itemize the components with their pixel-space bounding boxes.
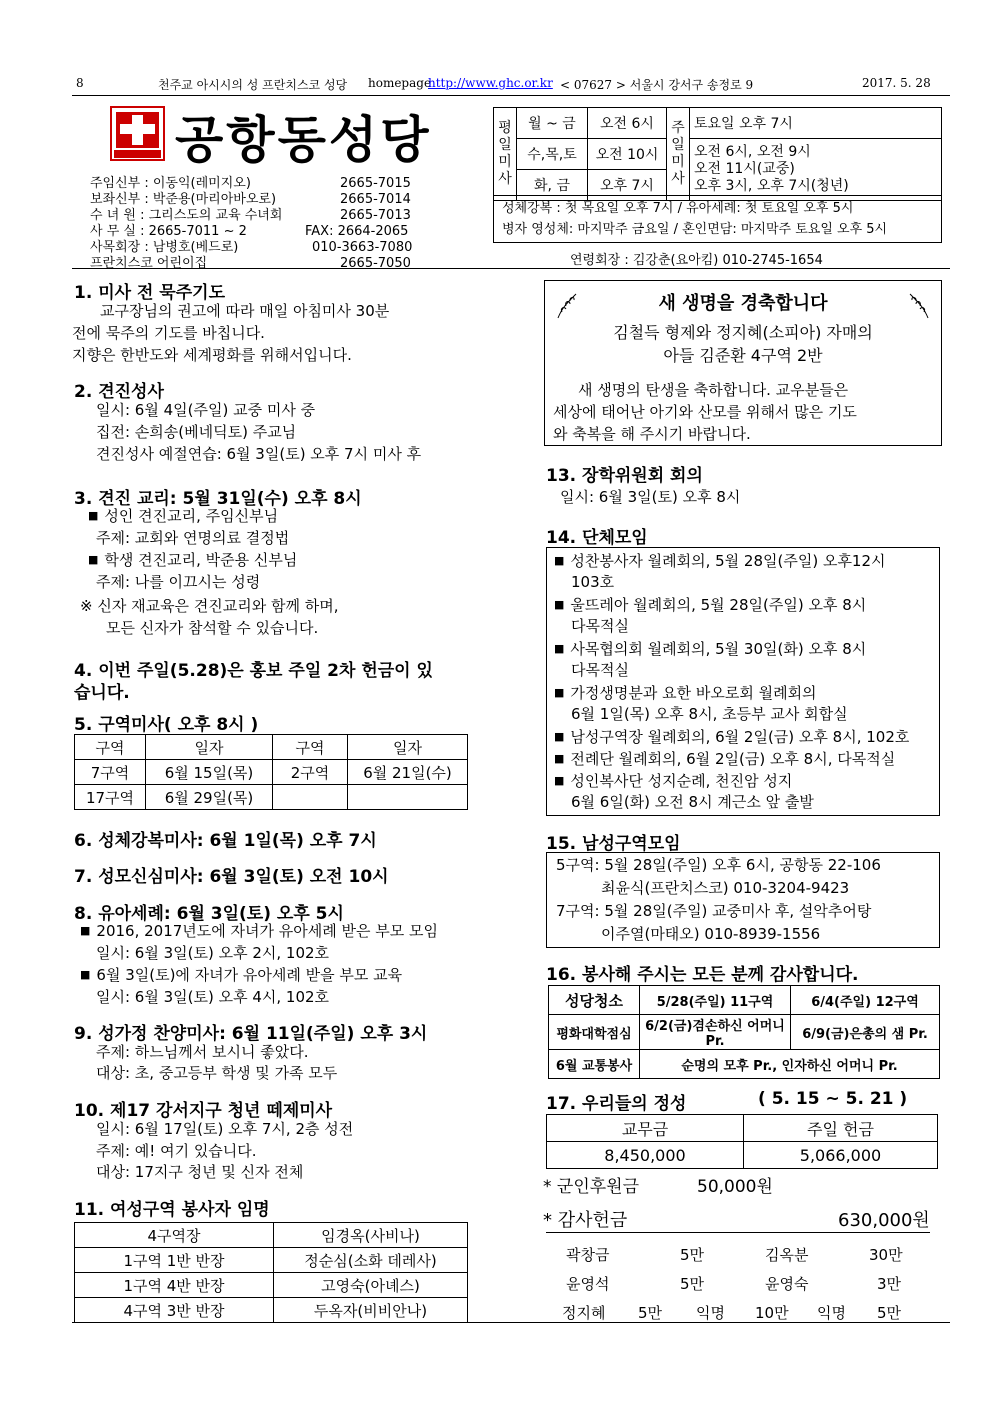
table-row <box>549 1050 940 1079</box>
bottom-rule <box>72 1322 950 1323</box>
section-text: 6월 6일(화) 오전 8시 계근소 앞 출발 <box>571 793 814 811</box>
donor-row <box>0 1273 992 1297</box>
section-text: 주제: 교회와 연명의료 결정법 <box>96 529 290 547</box>
page-number: 8 <box>76 76 84 90</box>
birth-text: 아들 김준환 4구역 2반 <box>663 346 823 365</box>
homepage-link[interactable]: http://www.ghc.or.kr <box>428 76 553 90</box>
sunday-mass-times <box>690 139 942 201</box>
table-cell: 평화대학점심 <box>549 1015 640 1050</box>
section-text: 일시: 6월 3일(토) 오후 8시 <box>560 488 741 506</box>
section-text: 집전: 손희송(베네딕토) 주교님 <box>96 423 297 441</box>
thanks-offering-value: 630,000원 <box>838 1210 930 1231</box>
section-text: 5구역: 5월 28일(주일) 오후 6시, 공항동 22-106 <box>556 856 881 874</box>
table-cell: 6/2(금)겸손하신 어머니 Pr. <box>640 1015 791 1050</box>
table-header: 구역 <box>75 735 146 760</box>
header-address: < 07627 > 서울시 강서구 송정로 9 <box>560 78 754 92</box>
section-text: 이주열(마태오) 010-8939-1556 <box>601 925 821 943</box>
military-donation-label: * 군인후원금 <box>543 1177 640 1197</box>
table-cell: 6/9(금)은총의 샘 Pr. <box>791 1015 940 1050</box>
donor-amount: 5만 <box>877 1304 902 1322</box>
section-text: 최윤식(프란치스코) 010-3204-9423 <box>601 879 850 897</box>
table-cell: 정순심(소화 데레사) <box>274 1248 468 1273</box>
bullet-item: ■ 6월 3일(토)에 자녀가 유아세례 받을 부모 교육 <box>80 964 402 988</box>
thanks-offering-label: * 감사헌금 <box>543 1210 628 1231</box>
table-cell: 1구역 1반 반장 <box>75 1248 274 1273</box>
table-cell: 6월 15일(목) <box>146 760 273 785</box>
section-title: 습니다. <box>74 683 130 703</box>
staff-role: 사목회장 : 남병호(베드로) <box>90 240 239 255</box>
section-text: 일시: 6월 3일(토) 오후 2시, 102호 <box>96 944 330 962</box>
mass-time: 오후 7시 <box>588 170 667 201</box>
section-text: 주제: 나를 이끄시는 성령 <box>96 573 261 591</box>
donor-amount: 5만 <box>680 1246 705 1264</box>
bullet-item: ■ 가정생명분과 요한 바오로회 월례회의 <box>554 682 817 706</box>
table-cell: 고영숙(아녜스) <box>274 1273 468 1298</box>
bullet-item: ■ 울뜨레아 월례회의, 5월 28일(주일) 오후 8시 <box>554 594 866 618</box>
header-date: 2017. 5. 28 <box>862 76 931 90</box>
table-cell: 6/4(주일) 12구역 <box>791 986 940 1015</box>
bullet-item: ■ 성찬봉사자 월례회의, 5월 28일(주일) 오후12시 <box>554 550 886 574</box>
section-title: 13. 장학위원회 회의 <box>546 466 703 486</box>
birth-text: 세상에 태어난 아기와 산모를 위해서 많은 기도 <box>553 403 857 421</box>
section-title: 11. 여성구역 봉사자 임명 <box>74 1200 270 1220</box>
mass-time: 오전 10시 <box>588 139 667 170</box>
section-title: 14. 단체모임 <box>546 528 648 548</box>
table-row <box>547 1142 938 1169</box>
table-header: 구역 <box>273 735 348 760</box>
section-title: 2. 견진성사 <box>74 382 164 402</box>
table-cell: 8,450,000 <box>547 1142 744 1169</box>
section-text: 지향은 한반도와 세계평화를 위해서입니다. <box>72 346 352 364</box>
header-rule <box>72 95 950 96</box>
section-title: 9. 성가정 찬양미사: 6월 11일(주일) 오후 3시 <box>74 1024 428 1044</box>
mass-time: 오전 6시 <box>588 108 667 139</box>
staff-phone: 010-3663-7080 <box>312 240 413 255</box>
mass-day: 월 ~ 금 <box>517 108 588 139</box>
sunday-mass-time: 오후 3시, 오후 7시(청년) <box>694 178 849 194</box>
header-org: 천주교 아시시의 성 프란치스코 성당 <box>158 78 348 92</box>
notice-line: 성체강복 : 첫 목요일 오후 7시 / 유아세례: 첫 토요일 오후 5시 <box>502 201 854 216</box>
table-header: 교무금 <box>547 1115 744 1142</box>
section-title: 15. 남성구역모임 <box>546 834 681 854</box>
table-cell: 2구역 <box>273 760 348 785</box>
sunday-mass-label: 주일미사 <box>667 108 690 201</box>
donor-amount: 10만 <box>755 1304 789 1322</box>
table-cell: 두옥자(비비안나) <box>274 1298 468 1323</box>
weekday-mass-label: 평일미사 <box>494 108 517 201</box>
section-text: 7구역: 5월 28일(주일) 교중미사 후, 설악추어탕 <box>556 902 872 920</box>
staff-role: 수 녀 원 : 그리스도의 교육 수녀회 <box>90 208 283 223</box>
table-cell: 임경옥(사비나) <box>274 1223 468 1248</box>
donor-row <box>0 1244 992 1268</box>
donor-name: 윤영석 <box>566 1275 610 1293</box>
staff-phone: 2665-7050 <box>340 256 411 271</box>
table-cell: 성당청소 <box>549 986 640 1015</box>
notice-line: 병자 영성체: 마지막주 금요일 / 혼인면담: 마지막주 토요일 오후 5시 <box>502 222 888 237</box>
donor-amount: 5만 <box>638 1304 663 1322</box>
staff-phone: 2665-7015 <box>340 176 411 191</box>
section-text: 대상: 17지구 청년 및 신자 전체 <box>96 1163 304 1181</box>
bullet-item: ■ 남성구역장 월례회의, 6월 2일(금) 오후 8시, 102호 <box>554 726 909 750</box>
bullet-item: ■ 2016, 2017년도에 자녀가 유아세례 받은 부모 모임 <box>80 920 438 944</box>
offering-table <box>546 1114 938 1169</box>
section-text: 주제: 예! 여기 있습니다. <box>96 1142 257 1160</box>
birth-text: 김철득 형제와 정지혜(소피아) 자매의 <box>613 323 873 342</box>
donor-amount: 3만 <box>877 1275 902 1293</box>
donor-name: 윤영숙 <box>765 1275 809 1293</box>
table-cell: 1구역 4반 반장 <box>75 1273 274 1298</box>
section-text: 일시: 6월 4일(주일) 교중 미사 중 <box>96 401 316 419</box>
section-text: 6월 1일(목) 오후 8시, 초등부 교사 회합실 <box>571 705 848 723</box>
table-header: 주일 헌금 <box>744 1115 938 1142</box>
bullet-item: ■ 학생 견진교리, 박준용 신부님 <box>88 549 297 573</box>
section-text: 다목적실 <box>571 617 629 635</box>
staff-role: 주임신부 : 이동익(레미지오) <box>90 176 251 191</box>
section-title: 4. 이번 주일(5.28)은 홍보 주일 2차 헌금이 있 <box>74 661 433 681</box>
table-cell: 6월 29일(목) <box>146 785 273 810</box>
section-title: 3. 견진 교리: 5월 31일(수) 오후 8시 <box>74 489 362 509</box>
staff-phone: 2665-7013 <box>340 208 411 223</box>
table-cell <box>273 785 348 810</box>
bullet-item: ■ 사목협의회 월례회의, 5월 30일(화) 오후 8시 <box>554 638 866 662</box>
staff-phone: 2665-7014 <box>340 192 411 207</box>
sunday-mass-time: 오전 6시, 오전 9시 <box>694 144 811 160</box>
section-text: 주제: 하느님께서 보시니 좋았다. <box>96 1043 309 1061</box>
homepage-label: homepage <box>368 76 432 90</box>
section-text: 103호 <box>571 573 615 591</box>
section-text: 견진성사 예절연습: 6월 3일(토) 오후 7시 미사 후 <box>96 445 422 463</box>
section-title: 10. 제17 강서지구 청년 떼제미사 <box>74 1101 333 1121</box>
table-cell: 순명의 모후 Pr., 인자하신 어머니 Pr. <box>640 1050 940 1079</box>
parish-title: 공항동성당 <box>175 111 432 169</box>
table-row <box>549 986 940 1015</box>
sunday-mass-time: 오전 11시(교중) <box>694 161 795 177</box>
section-title: 16. 봉사해 주시는 모든 분께 감사합니다. <box>546 965 859 985</box>
mass-schedule-table <box>493 107 942 201</box>
donor-amount: 30만 <box>869 1246 903 1264</box>
section-text: 대상: 초, 중고등부 학생 및 가족 모두 <box>96 1064 338 1082</box>
section-text: 다목적실 <box>571 661 629 679</box>
staff-role: 사 무 실 : 2665-7011 ~ 2 <box>90 224 247 239</box>
yeonhap-contact: 연령회장 : 김강춘(요아킴) 010-2745-1654 <box>570 253 823 268</box>
section-text: 일시: 6월 3일(토) 오후 4시, 102호 <box>96 988 330 1006</box>
section-title: 5. 구역미사( 오후 8시 ) <box>74 715 259 735</box>
section-text: 교구장님의 권고에 따라 매일 아침미사 30분 <box>100 302 390 320</box>
top-rule <box>72 268 950 269</box>
staff-fax: FAX: 2664-2065 <box>305 224 409 239</box>
parish-logo-icon <box>110 106 165 161</box>
table-row <box>549 1015 940 1050</box>
table-cell: 4구역장 <box>75 1223 274 1248</box>
bullet-item: ■ 전례단 월례회의, 6월 2일(금) 오후 8시, 다목적실 <box>554 748 895 772</box>
district-mass-table <box>74 734 468 810</box>
birth-text: 새 생명의 탄생을 축하합니다. 교우분들은 <box>578 381 849 399</box>
section-title: 8. 유아세례: 6월 3일(토) 오후 5시 <box>74 904 344 924</box>
section-text: 모든 신자가 참석할 수 있습니다. <box>106 619 319 637</box>
military-donation-value: 50,000원 <box>697 1177 773 1197</box>
donor-name: 정지혜 <box>562 1304 606 1322</box>
table-cell: 7구역 <box>75 760 146 785</box>
donor-amount: 5만 <box>680 1275 705 1293</box>
sacrament-notice <box>493 195 942 243</box>
sunday-mass-time: 토요일 오후 7시 <box>690 108 942 139</box>
donor-name: 익명 <box>817 1304 846 1322</box>
table-cell: 4구역 3반 반장 <box>75 1298 274 1323</box>
section-title: 7. 성모신심미사: 6월 3일(토) 오전 10시 <box>74 867 389 887</box>
table-cell: 6월 21일(수) <box>348 760 468 785</box>
table-cell: 5/28(주일) 11구역 <box>640 986 791 1015</box>
donor-name: 익명 <box>696 1304 725 1322</box>
section-text: ※ 신자 재교육은 견진교리와 함께 하며, <box>80 597 339 615</box>
staff-role: 보좌신부 : 박준용(마리아바오로) <box>90 192 277 207</box>
mass-day: 수,목,토 <box>517 139 588 170</box>
bullet-item: ■ 성인 견진교리, 주임신부님 <box>88 505 278 529</box>
bullet-item: ■ 성인복사단 성지순례, 천진암 성지 <box>554 770 792 794</box>
donor-name: 곽창금 <box>566 1246 610 1264</box>
table-row <box>75 760 468 785</box>
table-row <box>75 785 468 810</box>
table-cell <box>348 785 468 810</box>
offering-rule <box>546 1232 930 1233</box>
section-title: 1. 미사 전 묵주기도 <box>74 283 225 303</box>
table-cell: 6월 교통봉사 <box>549 1050 640 1079</box>
mass-day: 화, 금 <box>517 170 588 201</box>
offering-period: ( 5. 15 ~ 5. 21 ) <box>758 1089 908 1109</box>
donor-name: 김옥분 <box>765 1246 809 1264</box>
staff-role: 프란치스코 어린이집 <box>90 256 208 271</box>
section-text: 전에 묵주의 기도를 바칩니다. <box>72 324 265 342</box>
birth-title: 새 생명을 경축합니다 <box>658 293 828 314</box>
table-cell: 5,066,000 <box>744 1142 938 1169</box>
table-header: 일자 <box>146 735 273 760</box>
section-text: 일시: 6월 17일(토) 오후 7시, 2층 성전 <box>96 1120 354 1138</box>
table-header: 일자 <box>348 735 468 760</box>
service-table <box>548 985 940 1079</box>
birth-text: 와 축복을 해 주시기 바랍니다. <box>553 425 751 443</box>
section-title: 6. 성체강복미사: 6월 1일(목) 오후 7시 <box>74 831 377 851</box>
section-title: 17. 우리들의 정성 <box>546 1094 687 1114</box>
table-cell: 17구역 <box>75 785 146 810</box>
